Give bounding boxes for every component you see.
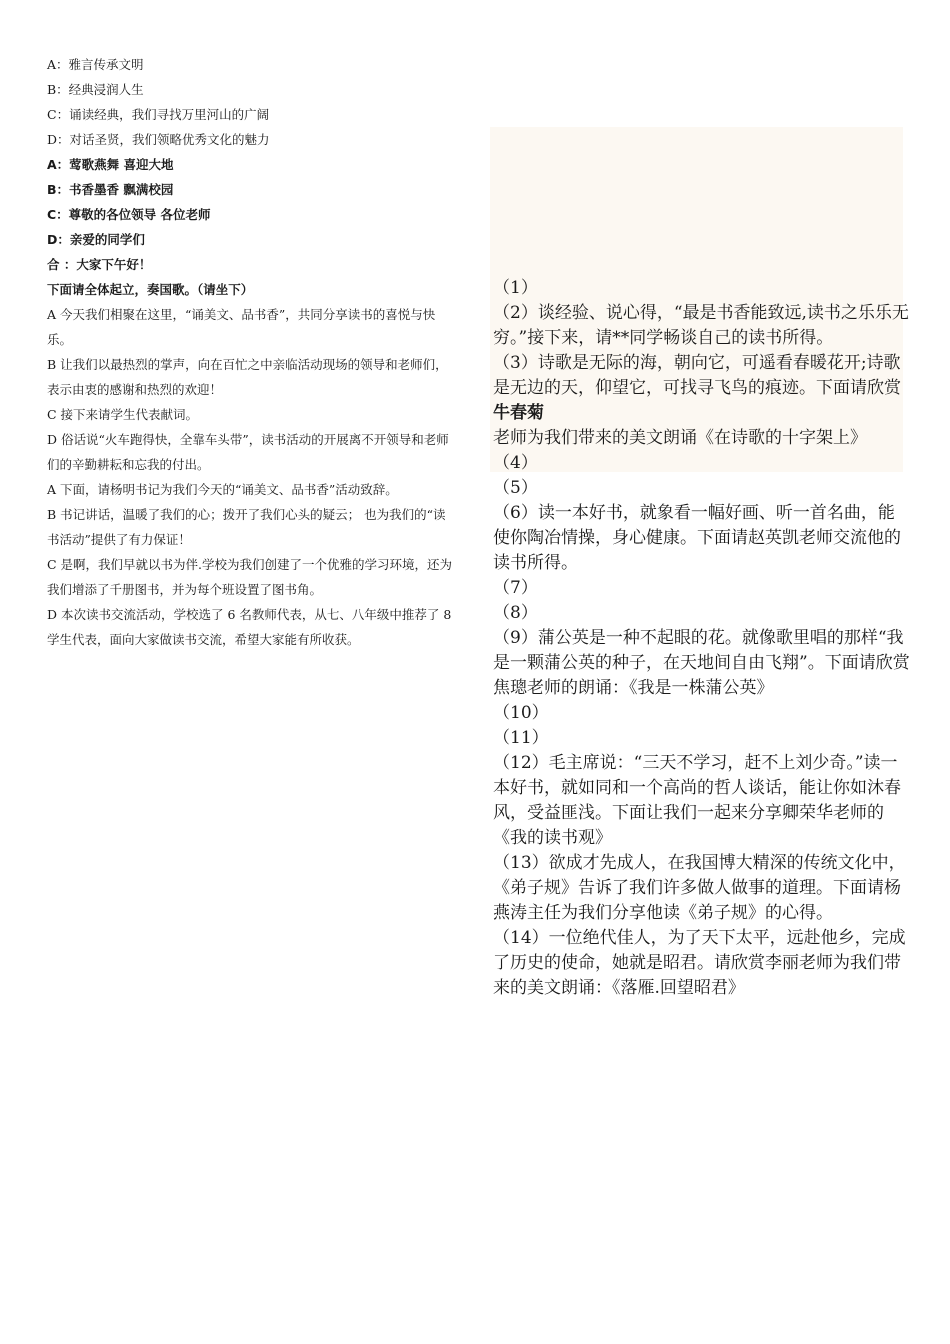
program-item: （2）谈经验、说心得，“最是书香能致远,读书之乐乐无穷。”接下来，请**同学畅谈自己的读书所得。: [493, 303, 909, 348]
program-item: （4）: [493, 453, 538, 473]
bold-line: B：书香墨香 飘满校园: [47, 182, 174, 197]
program-item: （13）欲成才先成人，在我国博大精深的传统文化中，《弟子规》告诉了我们许多做人做事的道理。下面请杨燕涛主任为我们分享他读《弟子规》的心得。: [493, 853, 906, 923]
program-item-text: 老师为我们带来的美文朗诵《在诗歌的十字架上》: [493, 428, 867, 448]
bold-line: C：尊敬的各位领导 各位老师: [47, 207, 211, 222]
script-paragraph: A 下面，请杨明书记为我们今天的“诵美文、品书香”活动致辞。: [47, 482, 398, 497]
bold-line: 合 ：大家下午好！: [47, 257, 152, 272]
program-item: （9）蒲公英是一种不起眼的花。就像歌里唱的那样“我是一颗蒲公英的种子，在天地间自由飞翔”。下面请欣赏焦璁老师的朗诵：《我是一株蒲公英》: [493, 628, 910, 698]
anthem-instruction: 下面请全体起立，奏国歌。（请坐下）: [47, 282, 254, 297]
script-paragraph: C 是啊，我们早就以书为伴.学校为我们创建了一个优雅的学习环境，还为我们增添了千册图书，并为每个班设置了图书角。: [47, 557, 453, 597]
script-paragraph: B 让我们以最热烈的掌声，向在百忙之中亲临活动现场的领导和老师们，表示由衷的感谢和热烈的欢迎！: [47, 357, 448, 397]
bold-line: A：莺歌燕舞 喜迎大地: [47, 157, 174, 172]
program-item: （6）读一本好书，就象看一幅好画、听一首名曲，能使你陶冶情操，身心健康。下面请赵英凯老师交流他的读书所得。: [493, 503, 901, 573]
script-paragraph: D 俗话说“火车跑得快，全靠车头带”，读书活动的开展离不开领导和老师们的辛勤耕耘和忘我的付出。: [47, 432, 449, 472]
script-paragraph: B 书记讲话，温暖了我们的心；拨开了我们心头的疑云； 也为我们的“读书活动”提供了有力保证！: [47, 507, 446, 547]
bold-line: D：亲爱的同学们: [47, 232, 145, 247]
program-item-text: （3）诗歌是无际的海，朝向它，可遥看春暖花开;诗歌是无边的天，仰望它，可找寻飞鸟的痕迹。下面请欣赏: [493, 353, 901, 398]
program-item: （8）: [493, 603, 538, 623]
left-column: [47, 52, 452, 652]
program-item: （5）: [493, 478, 538, 498]
teacher-name-highlight: 牛春菊: [493, 403, 544, 423]
program-item: （10）: [493, 703, 549, 723]
intro-line: B：经典浸润人生: [47, 82, 144, 97]
program-item: （1）: [493, 278, 538, 298]
program-item: [493, 351, 911, 451]
right-column: [493, 276, 911, 1001]
script-paragraph: A 今天我们相聚在这里，“诵美文、品书香”，共同分享读书的喜悦与快乐。: [47, 307, 436, 347]
program-item: （11）: [493, 728, 549, 748]
script-paragraph: C 接下来请学生代表献词。: [47, 407, 199, 422]
intro-line: D：对话圣贤，我们领略优秀文化的魅力: [47, 132, 270, 147]
program-item: （7）: [493, 578, 538, 598]
intro-line: A：雅言传承文明: [47, 57, 144, 72]
script-paragraph: D 本次读书交流活动，学校选了 6 名教师代表，从七、八年级中推荐了 8 学生代表，面向大家做读书交流，希望大家能有所收获。: [47, 607, 452, 647]
program-item: （14）一位绝代佳人，为了天下太平，远赴他乡，完成了历史的使命，她就是昭君。请欣赏李丽老师为我们带来的美文朗诵：《落雁.回望昭君》: [493, 928, 906, 998]
program-item: （12）毛主席说：“三天不学习，赶不上刘少奇。”读一本好书，就如同和一个高尚的哲人谈话，能让你如沐春风，受益匪浅。下面让我们一起来分享卿荣华老师的《我的读书观》: [493, 753, 901, 848]
intro-line: C：诵读经典，我们寻找万里河山的广阔: [47, 107, 270, 122]
